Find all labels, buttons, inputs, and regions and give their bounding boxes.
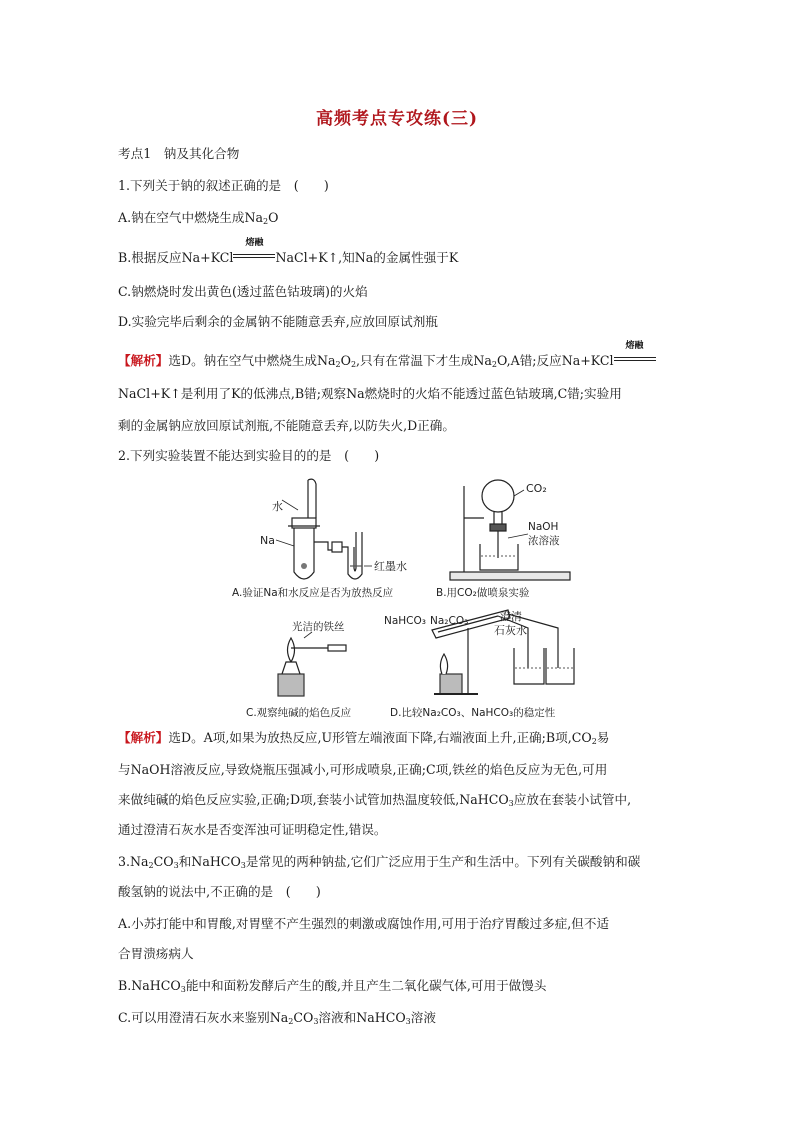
q2-analysis-line-3: 来做纯碱的焰色反应实验,正确;D项,套装小试管加热温度较低,NaHCO$_3$应放在套装小试管中, <box>118 792 632 808</box>
section-heading: 考点1 钠及其化合物 <box>118 146 240 161</box>
melting-condition-arrow: 熔融 <box>233 249 275 263</box>
caption-d: D.比较Na₂CO₃、NaHCO₃的稳定性 <box>390 707 556 719</box>
label-wire: 光洁的铁丝 <box>292 621 345 633</box>
q1-option-d: D.实验完毕后剩余的金属钠不能随意丢弃,应放回原试剂瓶 <box>118 314 438 329</box>
q2-analysis-line-4: 通过澄清石灰水是否变浑浊可证明稳定性,错误。 <box>118 822 387 837</box>
apparatus-a <box>232 479 407 599</box>
q1-option-b: B.根据反应Na+KCl 熔融 NaCl+K↑,知Na的金属性强于K <box>118 238 459 265</box>
q3-option-b: B.NaHCO$_3$能中和面粉发酵后产生的酸,并且产生二氧化碳气体,可用于做馒头 <box>118 978 547 994</box>
label-water: 水 <box>272 500 283 513</box>
page-title: 高频考点专攻练(三) <box>315 109 479 129</box>
label-nahco3: NaHCO₃ <box>384 615 426 627</box>
question-1-stem: 1.下列关于钠的叙述正确的是 ( ) <box>118 178 329 193</box>
label-naoh-1: NaOH <box>528 521 559 533</box>
q1-option-c: C.钠燃烧时发出黄色(透过蓝色钴玻璃)的火焰 <box>118 284 368 299</box>
label-lime-1: 澄清 <box>500 610 522 623</box>
question-3-stem-line-2: 酸氢钠的说法中,不正确的是 ( ) <box>118 884 321 899</box>
q3-option-c: C.可以用澄清石灰水来鉴别$Na_2CO_3$溶液和NaHCO$_3$溶液 <box>118 1010 436 1026</box>
caption-b: B.用CO₂做喷泉实验 <box>436 587 530 599</box>
analysis-tag: 【解析】 <box>118 730 169 745</box>
label-co2: CO₂ <box>526 482 547 495</box>
label-na: Na <box>260 534 275 547</box>
apparatus-b <box>436 480 570 599</box>
analysis-tag: 【解析】 <box>118 353 169 368</box>
q3-option-a-line-1: A.小苏打能中和胃酸,对胃壁不产生强烈的刺激或腐蚀作用,可用于治疗胃酸过多症,但不适 <box>118 916 610 931</box>
question-2-stem: 2.下列实验装置不能达到实验目的的是 ( ) <box>118 448 380 463</box>
q1-analysis-line-1: 【解析】选D。钠在空气中燃烧生成$Na_2O_2$,只有在常温下才生成$Na_2O,A$错;反应Na+KCl 熔融 <box>118 352 656 369</box>
q1-analysis-line-2: NaCl+K↑是利用了K的低沸点,B错;观察Na燃烧时的火焰不能透过蓝色钴玻璃,C错;实验用 <box>118 386 622 401</box>
experiment-apparatus-figure <box>228 478 580 724</box>
q2-analysis-line-2: 与NaOH溶液反应,导致烧瓶压强减小,可形成喷泉,正确;C项,铁丝的焰色反应为无色,可用 <box>118 762 608 777</box>
label-na2co3: Na₂CO₃ <box>430 615 469 627</box>
q3-option-a-line-2: 合胃溃疡病人 <box>118 946 194 961</box>
apparatus-drawing <box>228 478 580 724</box>
apparatus-c <box>246 620 352 719</box>
label-naoh-2: 浓溶液 <box>528 535 560 547</box>
caption-a: A.验证Na和水反应是否为放热反应 <box>232 587 394 599</box>
melting-condition-arrow: 熔融 <box>614 352 656 366</box>
q2-analysis-line-1: 【解析】选D。A项,如果为放热反应,U形管左端液面下降,右端液面上升,正确;B项$,CO_2$易 <box>118 730 610 746</box>
q1-analysis-line-3: 剩的金属钠应放回原试剂瓶,不能随意丢弃,以防失火,D正确。 <box>118 418 455 433</box>
label-red-ink: 红墨水 <box>374 560 407 573</box>
label-lime-2: 石灰水 <box>494 624 527 637</box>
q1-option-a: A.钠在空气中燃烧生成$Na_2O$ <box>118 210 279 226</box>
caption-c: C.观察纯碱的焰色反应 <box>246 707 352 719</box>
apparatus-d <box>384 609 574 719</box>
question-3-stem-line-1: $3.Na_2CO_3$和NaHCO$_3$是常见的两种钠盐,它们广泛应用于生产和生活中。下列有关碳酸钠和碳 <box>118 854 641 870</box>
